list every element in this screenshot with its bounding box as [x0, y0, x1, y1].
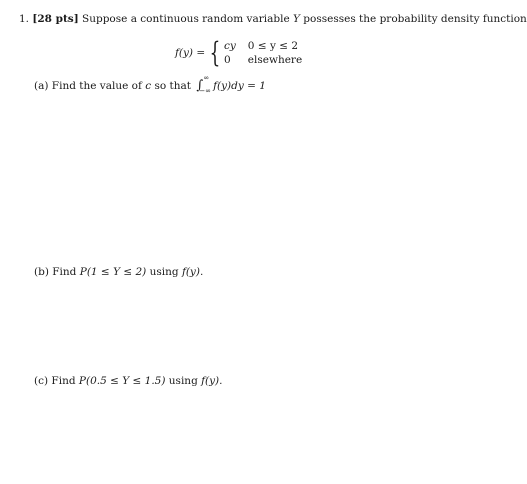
pdf-equation — [175, 38, 302, 68]
part-b-text: Find — [52, 266, 77, 278]
integral-upper-limit: ∞ — [203, 74, 210, 82]
constant-c: c — [145, 80, 152, 92]
problem-statement-pre: Suppose a continuous random variable — [82, 13, 290, 25]
integral-sign: ∫ ∞ −∞ — [196, 74, 212, 96]
part-c-using: using — [168, 375, 198, 387]
integral-lower-limit: −∞ — [199, 87, 212, 96]
part-c-label: (c) — [34, 375, 49, 387]
case2-condition: elsewhere — [247, 53, 303, 66]
integrand: f(y)dy = 1 — [213, 80, 266, 92]
problem-points: [28 pts] — [32, 13, 79, 25]
case1-condition: 0 ≤ y ≤ 2 — [247, 40, 299, 53]
part-a — [34, 74, 266, 96]
equation-lhs: f(y) = — [175, 47, 206, 59]
part-b — [34, 266, 203, 279]
part-b-label: (b) — [34, 266, 49, 278]
part-b-expression: P(1 ≤ Y ≤ 2) — [79, 266, 147, 278]
case1-expression: cy — [223, 40, 236, 53]
equation-cases — [224, 40, 302, 65]
left-brace: { — [209, 36, 221, 69]
problem-statement-post: possesses the probability density function — [303, 13, 527, 25]
part-b-function: f(y). — [181, 266, 204, 278]
case2-expression: 0 — [223, 53, 231, 66]
part-a-text: Find the value of — [51, 80, 142, 92]
part-c — [34, 375, 223, 388]
part-a-label: (a) — [34, 80, 49, 92]
part-c-function: f(y). — [201, 375, 223, 387]
problem-number: 1. — [19, 13, 30, 25]
part-c-text: Find — [51, 375, 76, 387]
random-variable: Y — [293, 13, 300, 25]
part-b-using: using — [149, 266, 179, 278]
part-a-so-that: so that — [154, 80, 191, 92]
part-c-expression: P(0.5 ≤ Y ≤ 1.5) — [78, 375, 166, 387]
problem-header — [19, 13, 527, 26]
